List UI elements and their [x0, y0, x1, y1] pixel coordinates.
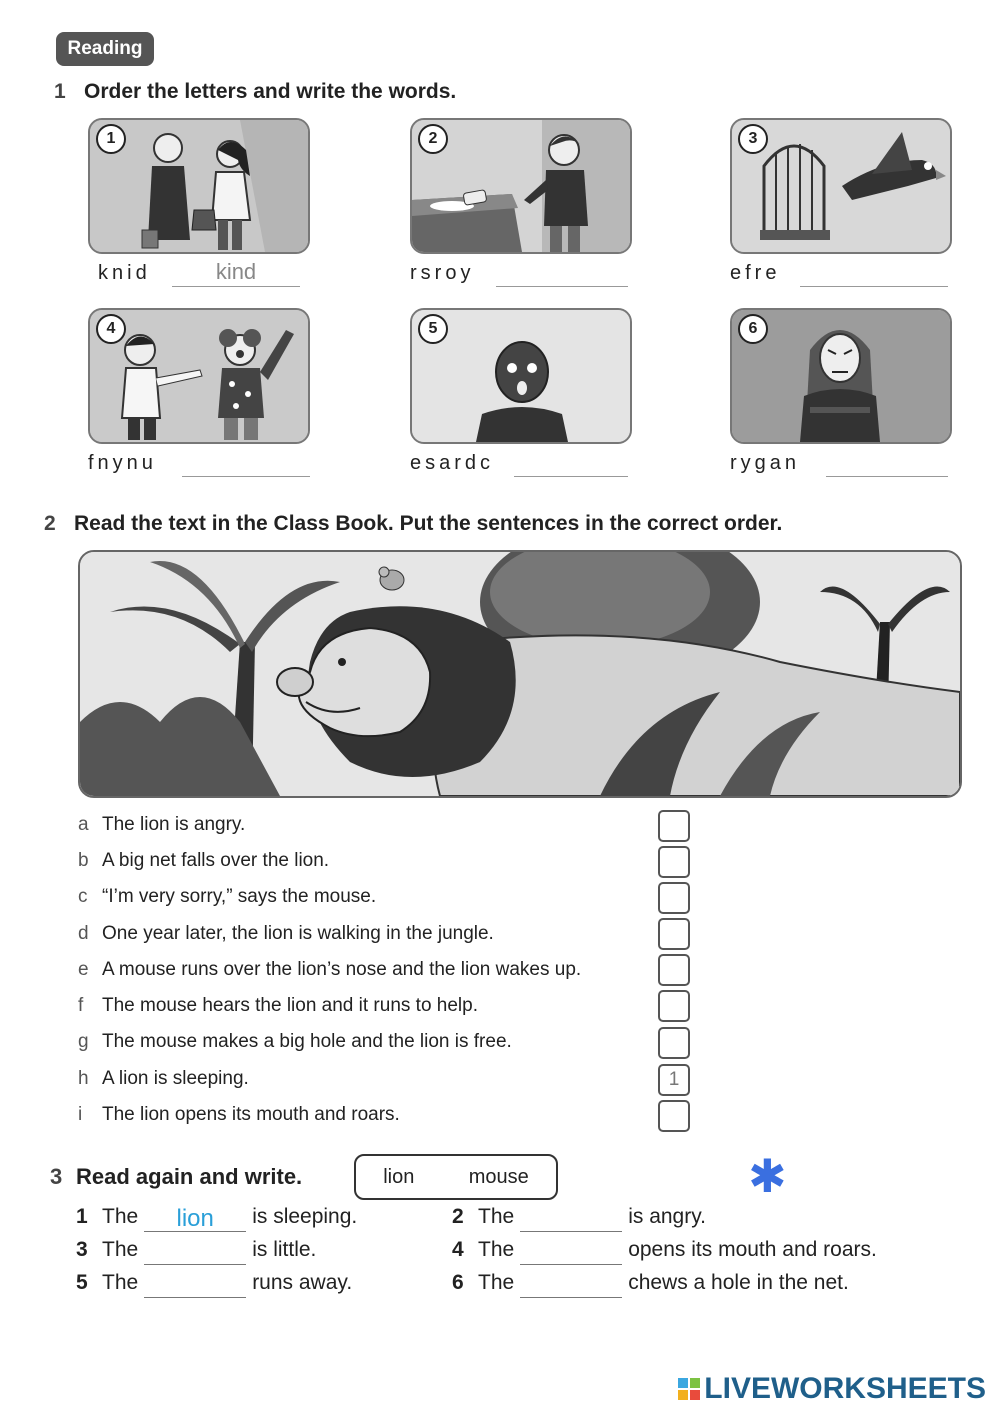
item-number: 5 — [76, 1271, 88, 1294]
picture-number-badge: 4 — [96, 314, 126, 344]
picture-1 — [88, 118, 310, 254]
scrambled-word-5: esardc — [410, 452, 495, 474]
sentence-f — [78, 993, 478, 1019]
order-box-d[interactable] — [658, 918, 690, 950]
sentence-b — [78, 848, 329, 874]
sentence-g — [78, 1029, 512, 1055]
word-bank-item: mouse — [468, 1165, 529, 1188]
word-bank — [354, 1154, 558, 1200]
order-box-g[interactable] — [658, 1027, 690, 1059]
answer-field-1[interactable]: kind — [172, 258, 300, 287]
item-before: The — [478, 1205, 515, 1228]
picture-number-badge: 3 — [738, 124, 768, 154]
lion-scene-drawing — [80, 552, 960, 796]
sentence-letter: b — [78, 850, 89, 871]
ex3-item-2 — [452, 1202, 706, 1232]
picture-number-badge: 5 — [418, 314, 448, 344]
item-after: is little. — [252, 1238, 317, 1261]
picture-number-badge: 1 — [96, 124, 126, 154]
item-after: is sleeping. — [252, 1205, 358, 1228]
ex3-item-6 — [452, 1268, 849, 1298]
item-number: 6 — [452, 1271, 464, 1294]
answer-blank-2[interactable] — [520, 1207, 622, 1232]
word-bank-item: lion — [383, 1165, 415, 1188]
answer-field-6[interactable] — [826, 448, 948, 477]
sentence-text: One year later, the lion is walking in the jungle. — [102, 923, 494, 944]
item-after: is angry. — [628, 1205, 706, 1228]
item-after: opens its mouth and roars. — [628, 1238, 877, 1261]
ex3-number: 3 — [50, 1164, 63, 1189]
item-number: 2 — [452, 1205, 464, 1228]
answer-field-5[interactable] — [514, 448, 628, 477]
order-box-e[interactable] — [658, 954, 690, 986]
sentence-d — [78, 921, 494, 947]
scrambled-word-1: knid — [98, 262, 151, 284]
scrambled-word-2: rsroy — [410, 262, 475, 284]
sentence-letter: g — [78, 1031, 89, 1052]
order-box-i[interactable] — [658, 1100, 690, 1132]
order-box-c[interactable] — [658, 882, 690, 914]
item-before: The — [478, 1238, 515, 1261]
ex3-item-1 — [76, 1202, 357, 1232]
sentence-text: The lion opens its mouth and roars. — [102, 1104, 400, 1125]
sentence-letter: f — [78, 995, 84, 1016]
item-after: runs away. — [252, 1271, 353, 1294]
ex3-item-4 — [452, 1235, 877, 1265]
answer-blank-3[interactable] — [144, 1240, 246, 1265]
order-box-b[interactable] — [658, 846, 690, 878]
ex3-instruction: Read again and write. — [76, 1164, 303, 1189]
sentence-letter: d — [78, 923, 89, 944]
sentence-letter: c — [78, 886, 88, 907]
item-number: 3 — [76, 1238, 88, 1261]
liveworksheets-brand — [678, 1372, 986, 1406]
answer-blank-6[interactable] — [520, 1273, 622, 1298]
sentence-a — [78, 812, 245, 838]
sentence-text: A mouse runs over the lion’s nose and the lion wakes up. — [102, 959, 582, 980]
scrambled-word-4: fnynu — [88, 452, 157, 474]
lion-jungle-illustration — [78, 550, 962, 798]
ex1-instruction: Order the letters and write the words. — [84, 80, 457, 103]
sentence-text: A big net falls over the lion. — [102, 850, 330, 871]
item-number: 1 — [76, 1205, 88, 1228]
answer-field-2[interactable] — [496, 258, 628, 287]
sentence-h — [78, 1066, 249, 1092]
scrambled-word-3: efre — [730, 262, 781, 284]
sentence-letter: h — [78, 1068, 89, 1089]
sentence-c — [78, 884, 376, 910]
brand-name: LIVEWORKSHEETS — [704, 1372, 986, 1405]
sentence-text: The mouse makes a big hole and the lion is free. — [102, 1031, 512, 1052]
item-before: The — [102, 1238, 139, 1261]
item-before: The — [478, 1271, 515, 1294]
picture-6 — [730, 308, 952, 444]
ex1-number: 1 — [54, 80, 66, 103]
sentence-letter: i — [78, 1104, 83, 1125]
picture-5 — [410, 308, 632, 444]
sentence-i — [78, 1102, 400, 1128]
ex2-instruction: Read the text in the Class Book. Put the sentences in the correct order. — [74, 512, 783, 535]
item-after: chews a hole in the net. — [628, 1271, 849, 1294]
answer-field-4[interactable] — [182, 448, 310, 477]
answer-field-3[interactable] — [800, 258, 948, 287]
sentence-letter: a — [78, 814, 89, 835]
order-box-h[interactable]: 1 — [658, 1064, 690, 1096]
scrambled-word-6: rygan — [730, 452, 801, 474]
sentence-text: The lion is angry. — [102, 814, 246, 835]
item-before: The — [102, 1271, 139, 1294]
picture-3 — [730, 118, 952, 254]
item-number: 4 — [452, 1238, 464, 1261]
answer-blank-4[interactable] — [520, 1240, 622, 1265]
order-box-a[interactable] — [658, 810, 690, 842]
answer-blank-1[interactable]: lion — [144, 1207, 246, 1232]
picture-number-badge: 2 — [418, 124, 448, 154]
section-badge: Reading — [56, 32, 154, 66]
picture-number-badge: 6 — [738, 314, 768, 344]
sentence-e — [78, 957, 581, 983]
answer-blank-5[interactable] — [144, 1273, 246, 1298]
ex1-heading — [54, 80, 456, 104]
picture-4 — [88, 308, 310, 444]
picture-2 — [410, 118, 632, 254]
ex3-item-5 — [76, 1268, 352, 1298]
sentence-text: “I’m very sorry,” says the mouse. — [102, 886, 377, 907]
ex3-item-3 — [76, 1235, 316, 1265]
sentence-text: The mouse hears the lion and it runs to help. — [102, 995, 479, 1016]
sentence-text: A lion is sleeping. — [102, 1068, 249, 1089]
ex2-heading — [44, 512, 782, 536]
ex3-heading — [50, 1164, 302, 1190]
item-before: The — [102, 1205, 139, 1228]
ex2-number: 2 — [44, 512, 56, 535]
liveworksheets-logo-icon — [678, 1378, 700, 1400]
sentence-letter: e — [78, 959, 89, 980]
asterisk-icon: ✱ — [748, 1150, 787, 1202]
order-box-f[interactable] — [658, 990, 690, 1022]
